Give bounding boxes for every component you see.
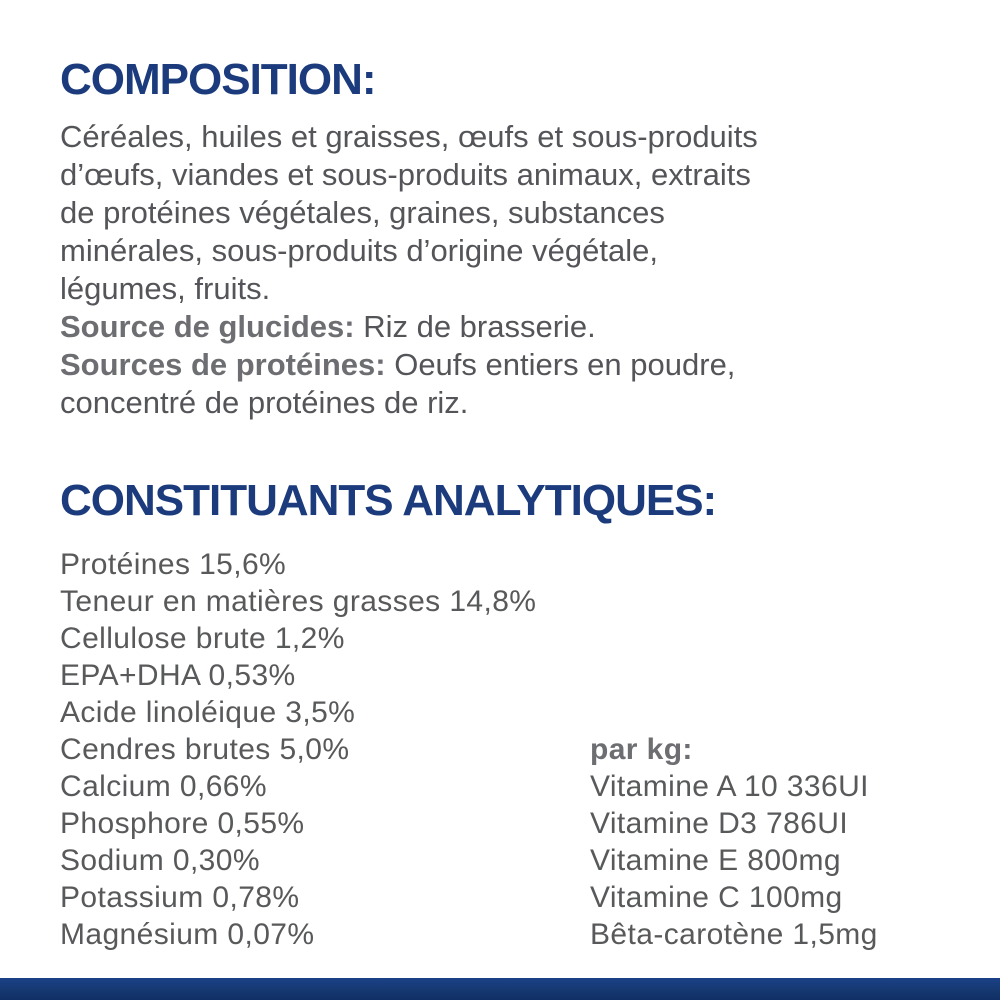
composition-line: légumes, fruits. [60, 271, 271, 306]
source-proteines-value: Oeufs entiers en poudre, [385, 347, 736, 382]
vitamin-item: Bêta-carotène 1,5mg [590, 918, 878, 951]
composition-line: Céréales, huiles et graisses, œufs et sous-produits [60, 119, 758, 154]
source-glucides-line [60, 308, 758, 346]
bottom-navy-bar [0, 978, 1000, 1000]
composition-paragraph [60, 118, 758, 422]
composition-line: minérales, sous-produits d’origine végétale, [60, 233, 658, 268]
analytical-item: EPA+DHA 0,53% [60, 659, 296, 692]
source-proteines-continuation: concentré de protéines de riz. [60, 385, 469, 420]
analytical-left-column [60, 546, 536, 953]
analytical-item: Cellulose brute 1,2% [60, 622, 345, 655]
vitamin-item: Vitamine D3 786UI [590, 807, 849, 840]
vitamin-item: Vitamine A 10 336UI [590, 770, 869, 803]
analytical-heading: CONSTITUANTS ANALYTIQUES: [60, 476, 717, 525]
analytical-item: Potassium 0,78% [60, 881, 300, 914]
vitamin-item: Vitamine C 100mg [590, 881, 843, 914]
analytical-item: Acide linoléique 3,5% [60, 696, 356, 729]
analytical-item: Calcium 0,66% [60, 770, 267, 803]
source-proteines-label: Sources de protéines: [60, 347, 386, 382]
analytical-right-column [590, 731, 878, 953]
analytical-item: Magnésium 0,07% [60, 918, 315, 951]
per-kg-heading: par kg: [590, 733, 693, 766]
source-glucides-label: Source de glucides: [60, 309, 355, 344]
analytical-item: Teneur en matières grasses 14,8% [60, 585, 537, 618]
composition-line: d’œufs, viandes et sous-produits animaux, extraits [60, 157, 751, 192]
composition-line: de protéines végétales, graines, substances [60, 195, 665, 230]
analytical-item: Sodium 0,30% [60, 844, 260, 877]
source-glucides-value: Riz de brasserie. [354, 309, 596, 344]
source-proteines-line [60, 346, 758, 384]
analytical-item: Phosphore 0,55% [60, 807, 305, 840]
composition-heading: COMPOSITION: [60, 55, 376, 104]
analytical-item: Cendres brutes 5,0% [60, 733, 350, 766]
analytical-item: Protéines 15,6% [60, 548, 287, 581]
vitamin-item: Vitamine E 800mg [590, 844, 841, 877]
